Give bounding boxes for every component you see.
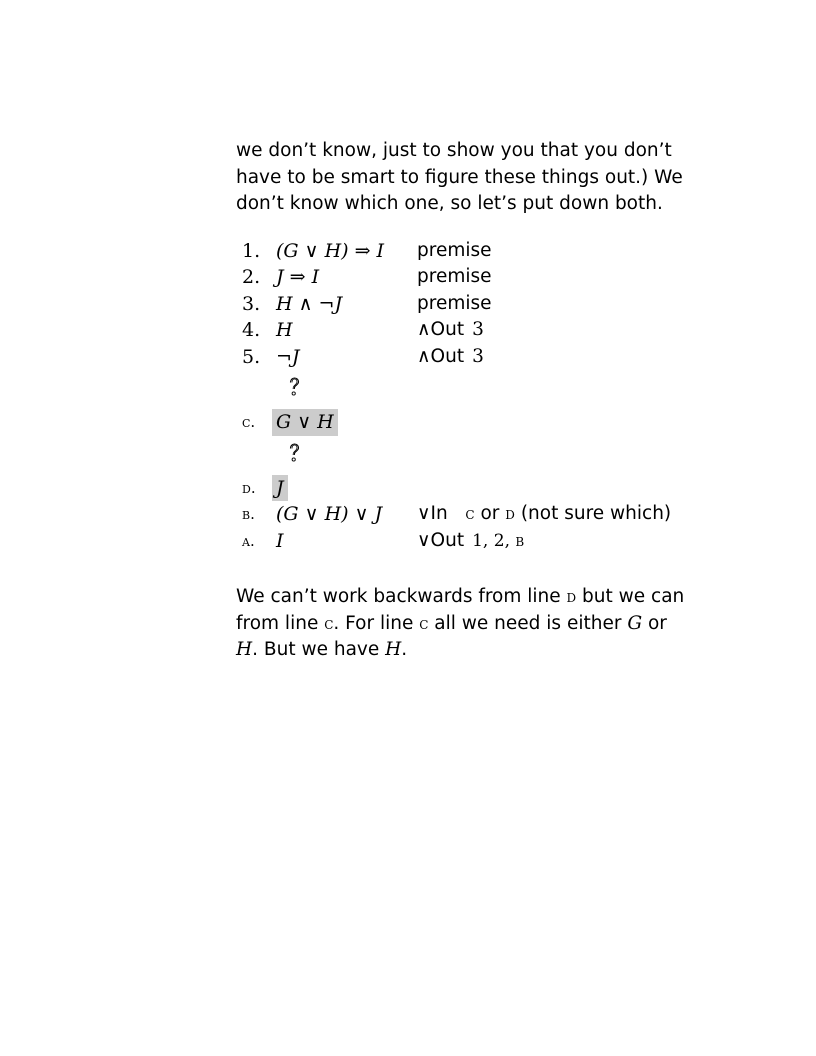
line-number: 5. bbox=[242, 345, 261, 368]
rule: ∧Out bbox=[417, 345, 465, 367]
line-label: c. bbox=[242, 413, 256, 431]
reference: 3 bbox=[472, 319, 484, 340]
justification bbox=[417, 291, 492, 318]
rule: ∧Out bbox=[417, 319, 465, 340]
rule: ∨Out bbox=[417, 529, 465, 551]
line-label: d. bbox=[242, 478, 256, 497]
rule: ∨In bbox=[417, 503, 448, 524]
reference: d bbox=[566, 587, 577, 607]
math-variable: G bbox=[627, 612, 643, 634]
outro-line-3 bbox=[236, 637, 686, 664]
proof-row-b bbox=[242, 501, 686, 528]
reference: d bbox=[505, 504, 515, 524]
justification bbox=[417, 501, 671, 528]
reference: 3 bbox=[472, 345, 484, 367]
proof-row bbox=[242, 344, 686, 371]
proof-row-a bbox=[242, 528, 686, 555]
formula: ¬J bbox=[276, 345, 300, 368]
question-mark-icon bbox=[286, 376, 302, 398]
reference: c bbox=[419, 613, 429, 634]
rule: premise bbox=[417, 266, 492, 287]
intro-paragraph bbox=[236, 138, 686, 218]
line-number: 1. bbox=[242, 239, 261, 262]
outro-line-2 bbox=[236, 611, 686, 638]
outro-paragraph bbox=[236, 584, 686, 664]
text: . For line bbox=[333, 612, 420, 634]
gap-row bbox=[242, 436, 686, 475]
text: all we need is either bbox=[428, 612, 628, 634]
gap-row bbox=[242, 370, 686, 409]
proof-row bbox=[242, 264, 686, 291]
rule: premise bbox=[417, 239, 492, 261]
proof-row bbox=[242, 317, 686, 344]
proof-row-goal-c bbox=[242, 409, 686, 436]
formula: J ⇒ I bbox=[276, 266, 320, 288]
formula: H ∧ ¬J bbox=[276, 292, 343, 315]
justification bbox=[417, 344, 484, 371]
line-number: 4. bbox=[242, 319, 261, 341]
line-number: 3. bbox=[242, 292, 261, 315]
proof-row-goal-d bbox=[242, 475, 686, 502]
text: . bbox=[401, 639, 408, 660]
question-mark-icon bbox=[286, 442, 302, 464]
math-variable: H bbox=[236, 639, 253, 660]
proof-row bbox=[242, 238, 686, 265]
outro-line-1 bbox=[236, 584, 686, 611]
reference: c bbox=[465, 504, 475, 524]
line-number: 2. bbox=[242, 266, 261, 288]
justification bbox=[417, 528, 524, 555]
reference: c bbox=[324, 613, 334, 634]
proof-row bbox=[242, 291, 686, 318]
formula: (G ∨ H) ∨ J bbox=[276, 503, 383, 525]
rule: premise bbox=[417, 292, 492, 314]
justification bbox=[417, 264, 492, 291]
text: . But we have bbox=[252, 639, 386, 660]
highlighted-formula: G ∨ H bbox=[272, 409, 338, 436]
reference: 1, 2, b bbox=[472, 530, 525, 551]
text: from line bbox=[236, 612, 325, 634]
text: but we can bbox=[576, 586, 685, 607]
line-label: a. bbox=[242, 531, 255, 550]
highlighted-formula: J bbox=[272, 475, 288, 502]
text: or bbox=[642, 612, 667, 634]
math-variable: H bbox=[385, 639, 402, 660]
or-text: or bbox=[480, 503, 500, 524]
formula: H bbox=[276, 319, 293, 341]
formula: I bbox=[276, 529, 284, 552]
justification bbox=[417, 317, 484, 344]
note: (not sure which) bbox=[520, 503, 672, 524]
intro-line-2: have to be smart to figure these things out.) We bbox=[236, 166, 683, 188]
line-label: b. bbox=[242, 505, 255, 523]
text: We can’t work backwards from line bbox=[236, 586, 567, 607]
proof-table bbox=[242, 238, 686, 555]
formula: (G ∨ H) ⇒ I bbox=[276, 239, 385, 262]
justification bbox=[417, 238, 492, 265]
document-page bbox=[236, 138, 686, 664]
intro-line-3: don’t know which one, so let’s put down both. bbox=[236, 193, 663, 214]
intro-line-1: we don’t know, just to show you that you don’t bbox=[236, 140, 672, 161]
